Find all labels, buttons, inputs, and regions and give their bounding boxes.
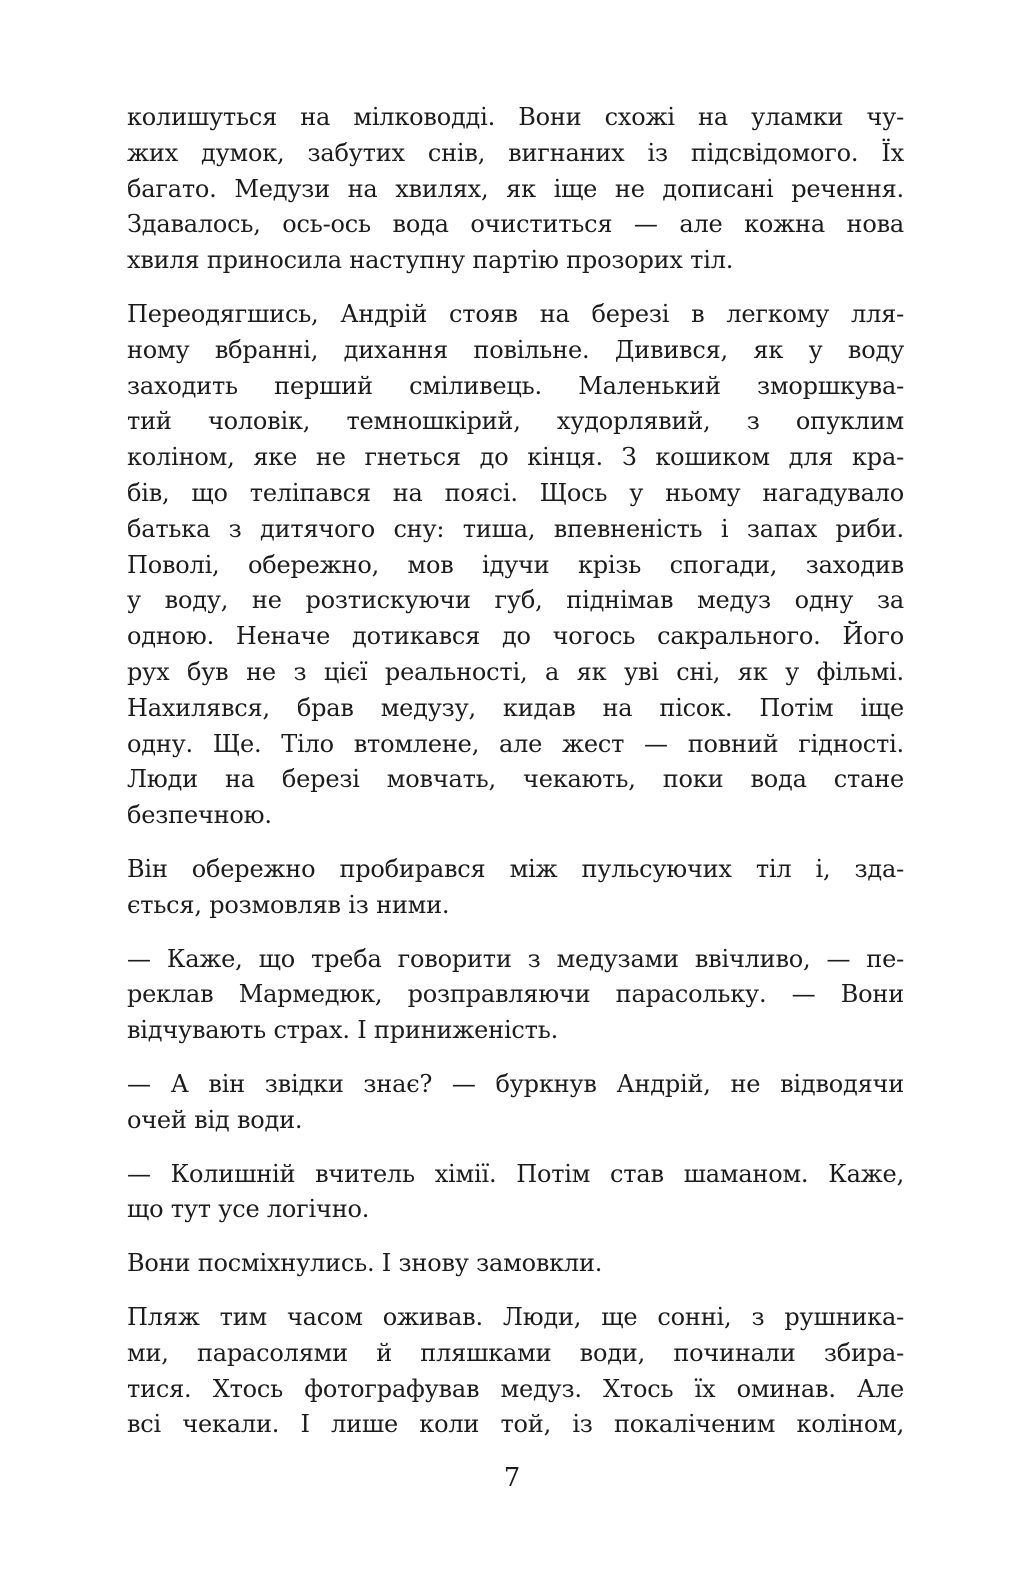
text-line: бів, що теліпався на поясі. Щось у ньому нагадувало bbox=[127, 478, 904, 507]
paragraph-3 bbox=[127, 852, 904, 924]
text-line: одну. Ще. Тіло втомлене, але жест — повний гідності. bbox=[127, 729, 904, 758]
text-line: тий чоловік, темношкірий, худорлявий, з опуклим bbox=[127, 407, 904, 436]
text-line: Поволі, обережно, мов ідучи крізь спогади, заходив bbox=[127, 550, 904, 579]
text-line: — А він звідки знає? — буркнув Андрій, не відводячи bbox=[127, 1069, 904, 1098]
text-line: колишуться на мілководді. Вони схожі на уламки чу- bbox=[127, 103, 904, 131]
paragraph-7 bbox=[127, 1246, 904, 1282]
page-number: 7 bbox=[503, 1463, 521, 1493]
text-line: відчувають страх. І приниженість. bbox=[127, 1016, 559, 1045]
text-line: жих думок, забутих снів, вигнаних із підсвідомого. Їх bbox=[127, 138, 904, 167]
paragraph-1 bbox=[127, 100, 904, 279]
text-line: Він обережно пробирався між пульсуючих тіл і, зда- bbox=[127, 854, 904, 883]
text-line: — Колишній вчитель хімії. Потім став шаманом. Каже, bbox=[127, 1159, 904, 1188]
text-line: батька з дитячого сну: тиша, впевненість і запах риби. bbox=[127, 514, 904, 543]
dialogue-paragraph-1 bbox=[127, 942, 904, 1049]
dialogue-paragraph-3 bbox=[127, 1157, 904, 1229]
text-line: безпечною. bbox=[127, 801, 272, 830]
text-line: рух був не з цієї реальності, а як уві сні, як у фільмі. bbox=[127, 657, 904, 686]
text-line: ми, парасолями й пляшками води, починали збира- bbox=[127, 1338, 904, 1367]
text-line: Люди на березі мовчать, чекають, поки вода стане bbox=[127, 765, 904, 794]
dialogue-paragraph-2 bbox=[127, 1067, 904, 1139]
text-line: що тут усе логічно. bbox=[127, 1195, 370, 1224]
text-line: реклав Мармедюк, розправляючи парасольку. — Вони bbox=[127, 980, 904, 1009]
text-line: хвиля приносила наступну партію прозорих тіл. bbox=[127, 246, 734, 275]
text-line: Переодягшись, Андрій стояв на березі в легкому лля- bbox=[127, 299, 904, 328]
text-line: у воду, не розтискуючи губ, піднімав медуз одну за bbox=[127, 586, 904, 615]
text-line: ному вбранні, дихання повільне. Дивився, як у воду bbox=[127, 335, 904, 364]
text-line: Пляж тим часом оживав. Люди, ще сонні, з рушника- bbox=[127, 1302, 904, 1331]
text-line: заходить перший сміливець. Маленький зморшкува- bbox=[127, 371, 904, 400]
text-line: очей від води. bbox=[127, 1105, 303, 1134]
page-body bbox=[127, 100, 904, 1461]
text-line: ється, розмовляв із ними. bbox=[127, 890, 450, 919]
text-line: Нахилявся, брав медузу, кидав на пісок. Потім іще bbox=[127, 693, 904, 722]
text-line: тися. Хтось фотографував медуз. Хтось їх оминав. Але bbox=[127, 1374, 904, 1403]
paragraph-8 bbox=[127, 1300, 904, 1443]
text-line: коліном, яке не гнеться до кінця. З кошиком для кра- bbox=[127, 443, 904, 472]
paragraph-2 bbox=[127, 297, 904, 834]
text-line: багато. Медузи на хвилях, як іще не дописані речення. bbox=[127, 174, 904, 203]
text-line: Вони посміхнулись. І знову замовкли. bbox=[127, 1249, 603, 1278]
text-line: одною. Неначе дотикався до чогось сакрального. Його bbox=[127, 622, 904, 651]
text-line: Здавалось, ось-ось вода очиститься — але кожна нова bbox=[127, 210, 904, 239]
text-line: — Каже, що треба говорити з медузами ввічливо, — пе- bbox=[127, 944, 904, 973]
text-line: всі чекали. І лише коли той, із покаліченим коліном, bbox=[127, 1410, 904, 1439]
